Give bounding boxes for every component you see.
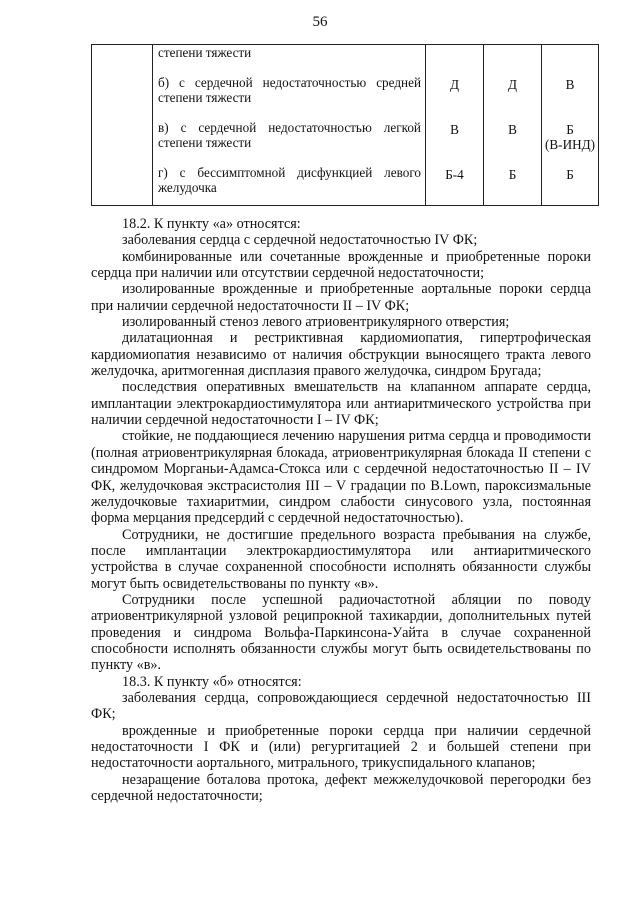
condition-text: г) с бессимптомной дисфункцией левого bbox=[158, 165, 421, 180]
paragraph: изолированный стеноз левого атриовентрикулярного отверстия; bbox=[122, 314, 510, 331]
category-column-2 bbox=[484, 45, 542, 206]
condition-text: степени тяжести bbox=[158, 135, 252, 150]
category-value: Б-4 bbox=[445, 167, 464, 182]
condition-text: степени тяжести bbox=[158, 45, 252, 60]
condition-text: б) с сердечной недостаточностью средней bbox=[158, 75, 421, 90]
category-value: В bbox=[565, 77, 575, 92]
paragraph: Сотрудники, не достигшие предельного возраста пребывания на службе, после имплантации электрокардиостимулятора или антиаритмического устройства в случае сохраненной способности исполнять обязанности службы могут быть освидетельствованы по пункту «в». bbox=[91, 526, 591, 592]
paragraph: заболевания сердца с сердечной недостаточностью IV ФК; bbox=[122, 232, 478, 249]
condition-text: степени тяжести bbox=[158, 90, 252, 105]
paragraph: изолированные врожденные и приобретенные аортальные пороки сердца при наличии сердечной недостаточности II – IV ФК; bbox=[91, 281, 591, 314]
condition-text: в) с сердечной недостаточностью легкой bbox=[158, 120, 421, 135]
condition-text: желудочка bbox=[158, 180, 217, 195]
paragraph: дилатационная и рестриктивная кардиомиопатия, гипертрофическая кардиомиопатия независимо от наличия обструкции выносящего тракта левого желудочка, аритмогенная дисплазия правого желудочка, синдром Бругада; bbox=[91, 330, 591, 380]
paragraph: последствия оперативных вмешательств на клапанном аппарате сердца, имплантации электрокардиостимулятора или антиаритмического устройства при наличии сердечной недостаточности I – IV ФК; bbox=[91, 379, 591, 429]
paragraph: стойкие, не поддающиеся лечению нарушения ритма сердца и проводимости (полная атриовентрикулярная блокада, атриовентрикулярная блокада II степени с синдромом Морганьи-Адамса-Стокса или с сердечной недостаточностью II – IV ФК, желудочковая экстрасистолия III – V градации по B.Lown, пароксизмальные желудочковые тахиаритмии, синдром слабости синусового узла, постоянная форма мерцания предсердий с сердечной недостаточностью). bbox=[91, 428, 591, 527]
category-value-extra: (В-ИНД) bbox=[544, 137, 595, 152]
category-column-3 bbox=[542, 45, 599, 206]
empty-cell bbox=[92, 45, 153, 206]
table-row bbox=[92, 45, 599, 206]
page-number: 56 bbox=[312, 14, 328, 30]
paragraph: 18.3. К пункту «б» относятся: bbox=[122, 673, 302, 690]
category-value: Б bbox=[566, 122, 574, 137]
category-value: В bbox=[508, 122, 517, 137]
category-value: Б bbox=[508, 167, 517, 182]
paragraph: комбинированные или сочетанные врожденные и приобретенные пороки сердца при наличии или отсутствии сердечной недостаточности; bbox=[91, 248, 591, 282]
paragraph: Сотрудники после успешной радиочастотной абляции по поводу атриовентрикулярной узловой реципрокной тахикардии, дополнительных путей проведения и синдрома Вольфа-Паркинсона-Уайта в случае сохраненной способности исполнять обязанности службы могут быть освидетельствованы по пункту «в». bbox=[91, 591, 591, 674]
category-value: Б bbox=[566, 167, 574, 182]
classification-table bbox=[91, 44, 599, 206]
condition-cell bbox=[153, 45, 426, 206]
paragraph: врожденные и приобретенные пороки сердца при наличии сердечной недостаточности I ФК и (или) регургитацией 2 и большей степени при недостаточности аортального, митрального, трикуспидального клапанов; bbox=[91, 722, 591, 772]
category-column-1 bbox=[426, 45, 484, 206]
category-value: В bbox=[450, 122, 459, 137]
paragraph: 18.2. К пункту «а» относятся: bbox=[122, 216, 301, 232]
paragraph: незаращение боталова протока, дефект межжелудочковой перегородки без сердечной недостаточности; bbox=[91, 771, 591, 805]
category-value: Д bbox=[508, 77, 517, 92]
body-text bbox=[91, 216, 591, 804]
category-value: Д bbox=[450, 77, 459, 92]
paragraph: заболевания сердца, сопровождающиеся сердечной недостаточностью III ФК; bbox=[91, 689, 591, 723]
